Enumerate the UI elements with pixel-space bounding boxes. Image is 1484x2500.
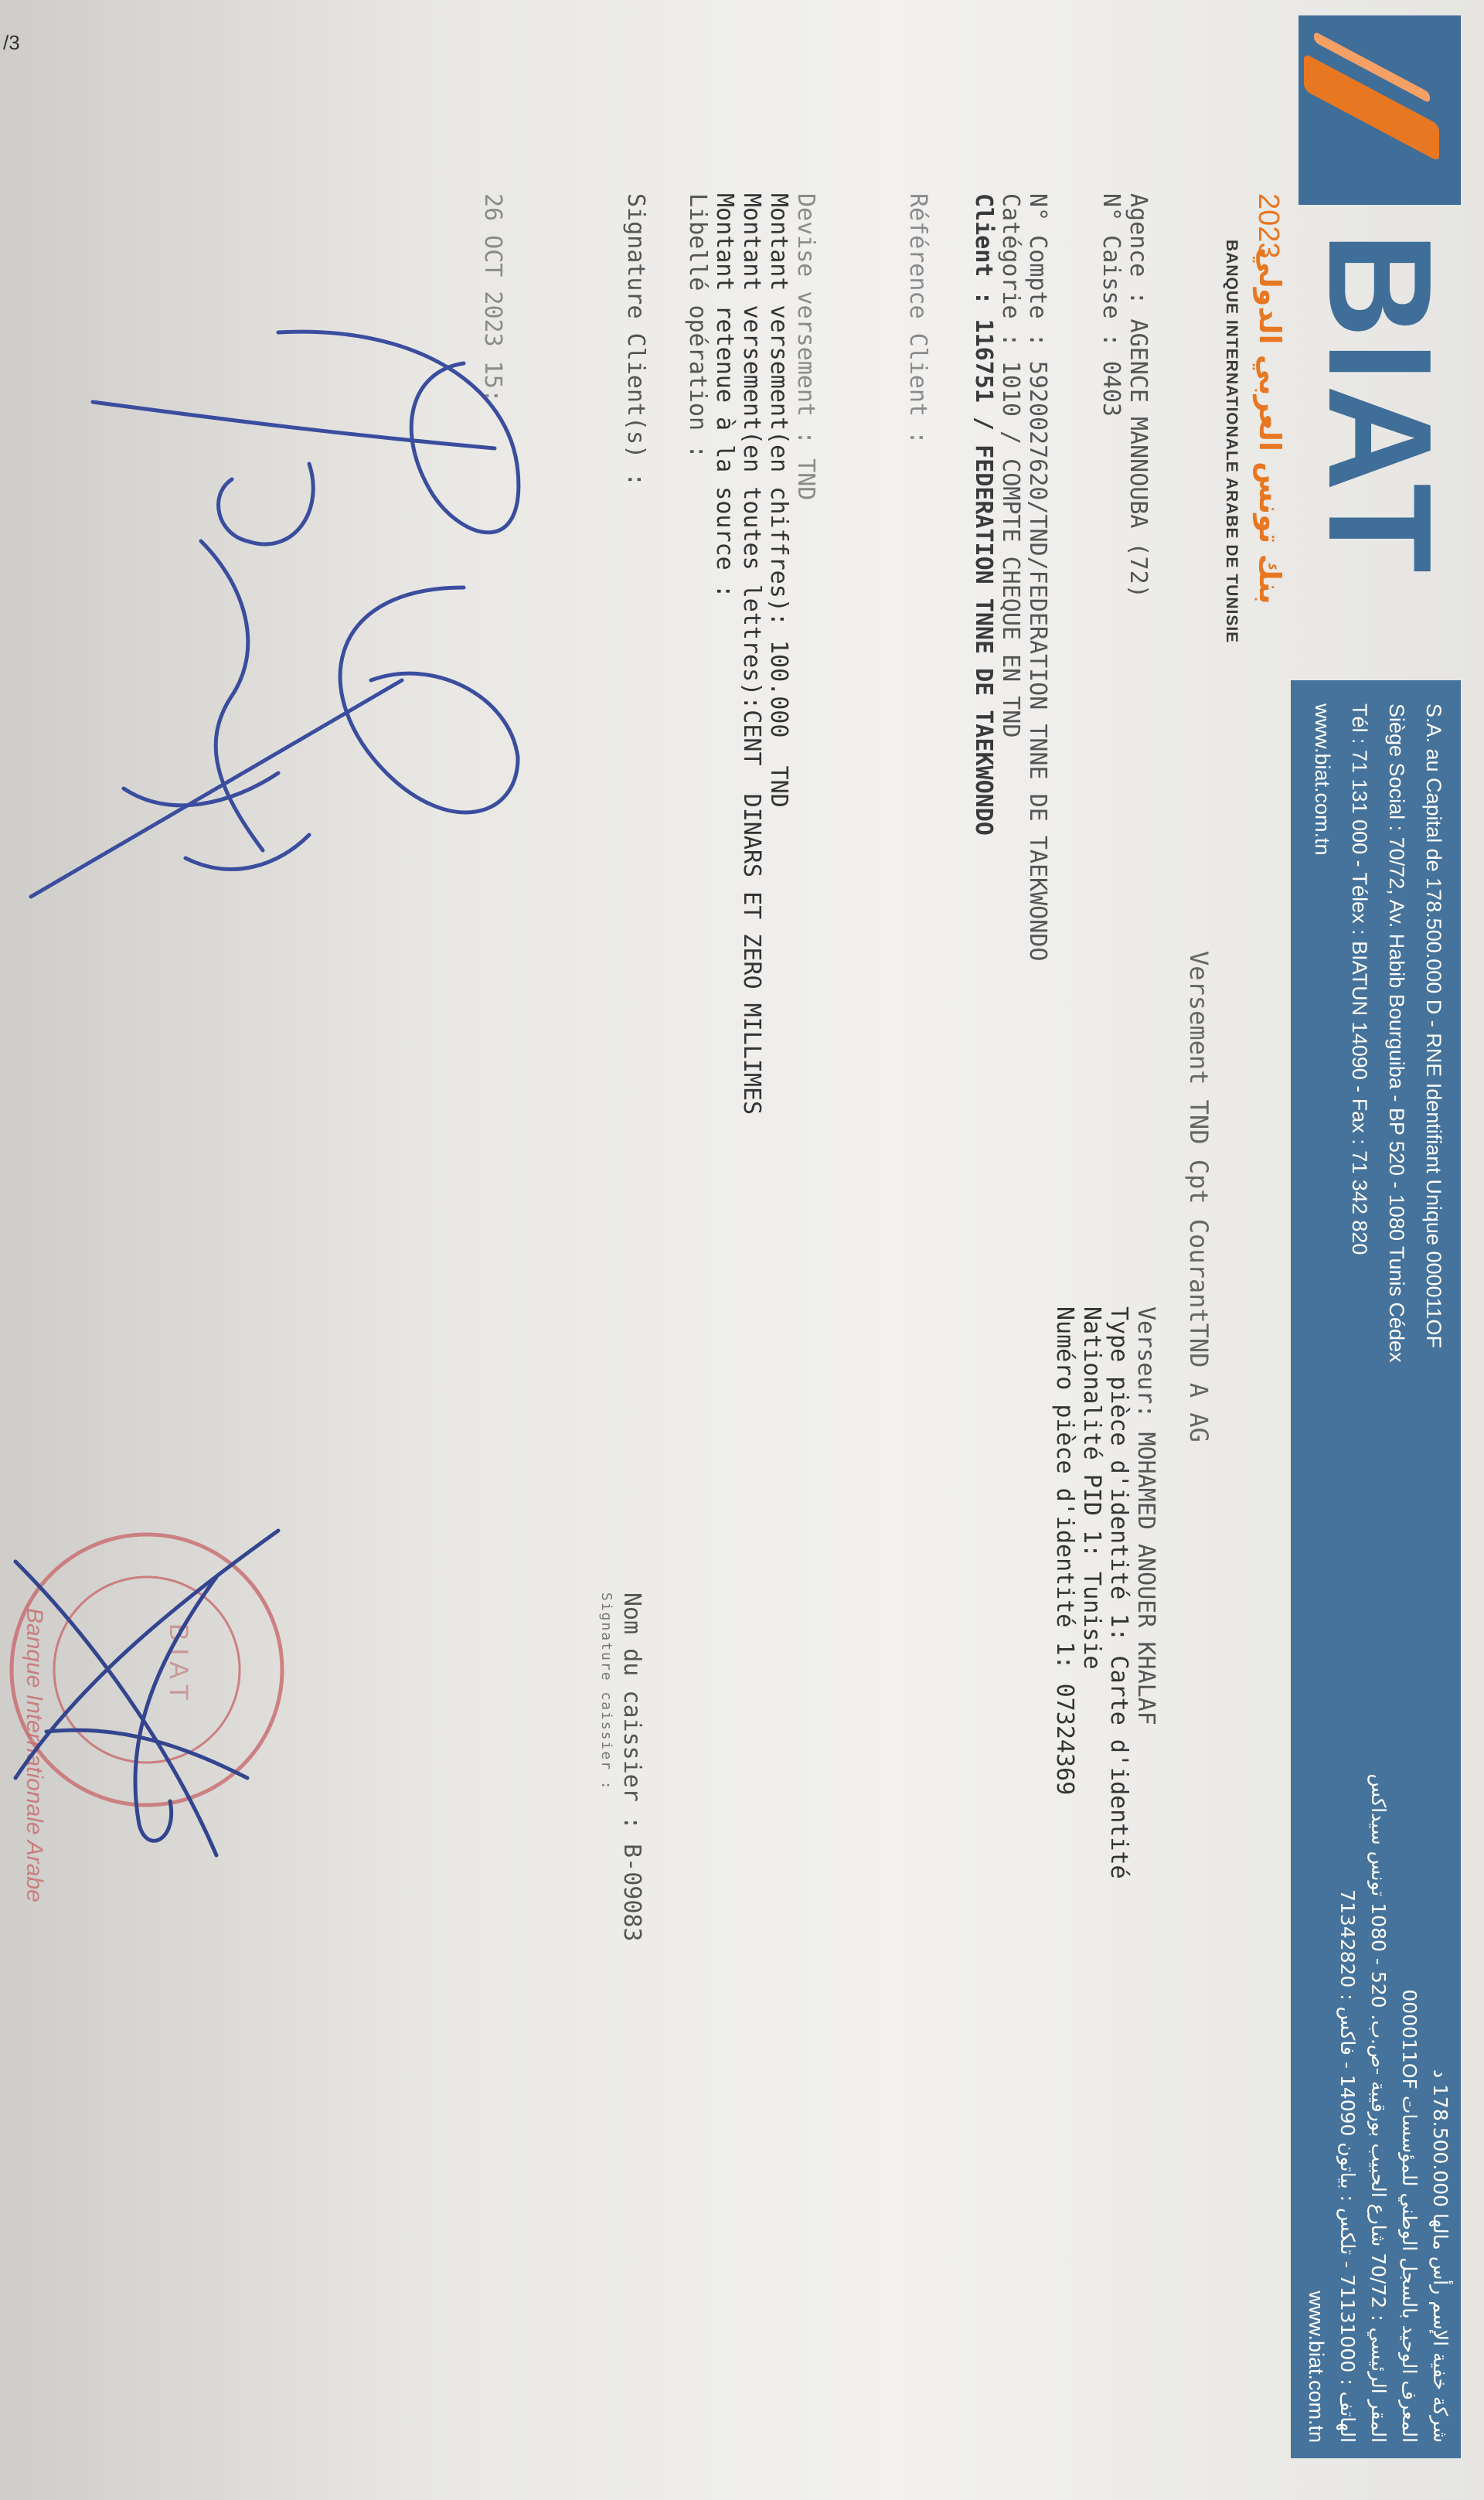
caisse-line: N° Caisse : 0403 xyxy=(1098,193,1125,417)
client-line: Client : 116751 / FEDERATION TNNE DE TAEKWONDO xyxy=(970,193,997,836)
signature-caissier-label: Signature caissier : xyxy=(598,1592,614,1791)
reference-client-line: Référence Client : xyxy=(904,193,931,445)
company-capital-line-arabic: شركة خفية الإسم رأس مالها 178.500.000 د xyxy=(1429,2069,1452,2443)
montant-lettres-line: Montant versement(en toutes lettres):CENT DINARS ET ZERO MILLIMES xyxy=(738,193,765,1115)
document-title: Versement TND Cpt CourantTND A AG xyxy=(1184,951,1213,1442)
devise-line: Devise versement : TND xyxy=(792,193,819,501)
numero-piece-line: Numéro pièce d'identité 1: 07324369 xyxy=(1051,1306,1078,1796)
brand-year: 2023 xyxy=(1252,193,1285,259)
company-phone-line: Tél : 71 131 000 - Télex : BIATUN 14090 - Fax : 71 342 820 xyxy=(1348,703,1371,1255)
montant-chiffres-line: Montant versement(en chiffres): 100.000 TND xyxy=(765,193,792,808)
company-id-line-arabic: المعرف الوحيد بالسجل الوطني للمؤسسات 000011OF xyxy=(1398,1989,1421,2443)
libelle-line: Libellé opération : xyxy=(684,193,711,459)
bank-stamp xyxy=(12,1534,282,1805)
brand-subtitle: BANQUE INTERNATIONALE ARABE DE TUNISIE xyxy=(1223,240,1241,644)
date-line: 26 OCT 2023 15: xyxy=(479,193,506,403)
type-piece-line: Type pièce d'identité 1: Carte d'identité xyxy=(1105,1306,1132,1879)
nom-caissier-line: Nom du caissier : B-09083 xyxy=(618,1592,645,1942)
company-capital-line: S.A. au Capital de 178.500.000 D - RNE Identifiant Unique 000011OF xyxy=(1422,703,1445,1349)
company-website-line: www.biat.com.tn xyxy=(1311,703,1334,856)
company-website-line-arabic: www.biat.com.tn xyxy=(1305,2291,1328,2443)
compte-line: N° Compte : 5920027620/TND/FEDERATION TNNE DE TAEKWONDO xyxy=(1024,193,1051,962)
agence-line: Agence : AGENCE MANNOUBA (72) xyxy=(1125,193,1152,598)
retenue-line: Montant retenue à la source : xyxy=(711,193,738,598)
client-signature xyxy=(31,332,519,897)
verseur-line: Verseur: MOHAMED ANOUER KHALAF xyxy=(1132,1306,1159,1725)
brand-name: BIAT xyxy=(1298,232,1462,577)
stamp-center-text: B I A T xyxy=(164,1623,193,1701)
categorie-line: Catégorie : 1010 / COMPTE CHEQUE EN TND xyxy=(997,193,1024,738)
company-address-line-arabic: المقر الرئيسي : 70/72 شارع الحبيب بورقيبة -ص.ب. 520 - 1080 تونس سيداكس xyxy=(1367,1773,1390,2443)
nationalite-line: Nationalité PID 1: Tunisie xyxy=(1078,1306,1105,1670)
page-corner-mark: /3 xyxy=(3,31,20,54)
company-address-line: Siège Social : 70/72, Av. Habib Bourguiba - BP 520 - 1080 Tunis Cédex xyxy=(1385,703,1408,1363)
brand-name-arabic: بنك تونس العربي الدولي xyxy=(1253,247,1287,605)
signature-client-label: Signature Client(s) : xyxy=(622,193,649,487)
stamp-ring-text: Banque Internationale Arabe xyxy=(22,1608,47,1902)
company-phone-line-arabic: الهاتف : 71131000 - تلكس : بياتون 14090 - فاكس : 71342820 xyxy=(1336,1889,1359,2443)
